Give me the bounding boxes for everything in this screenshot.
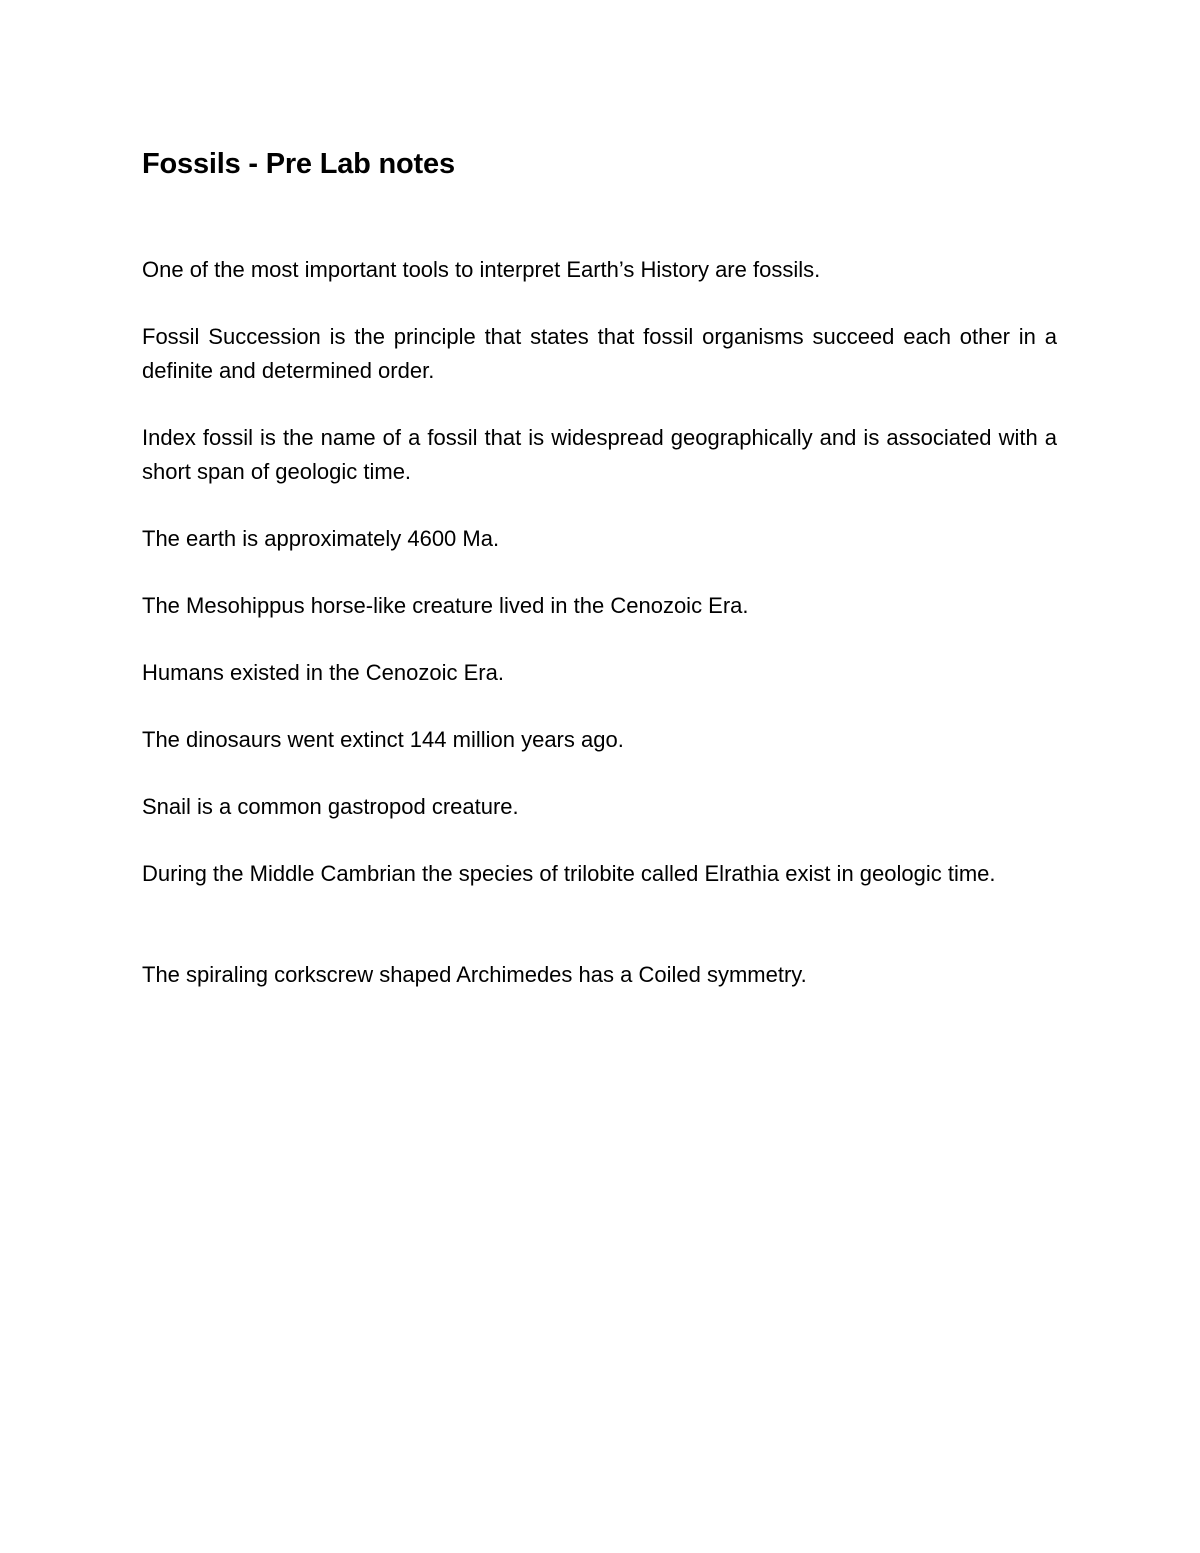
paragraph-humans: Humans existed in the Cenozoic Era. <box>142 660 504 685</box>
paragraph-fossil-succession: Fossil Succession is the principle that states that fossil organisms succeed each other in a definite and determined order. <box>142 324 1057 383</box>
paragraph-index-fossil: Index fossil is the name of a fossil that is widespread geographically and is associated with a short span of geologic time. <box>142 425 1057 484</box>
paragraph-elrathia: During the Middle Cambrian the species of trilobite called Elrathia exist in geologic time. <box>142 861 996 886</box>
paragraph-dinosaurs: The dinosaurs went extinct 144 million years ago. <box>142 727 624 752</box>
paragraph-mesohippus: The Mesohippus horse-like creature lived in the Cenozoic Era. <box>142 593 749 618</box>
paragraph-fossils-tools: One of the most important tools to interpret Earth’s History are fossils. <box>142 257 821 282</box>
paragraph-earth-age: The earth is approximately 4600 Ma. <box>142 526 500 551</box>
document-title: Fossils - Pre Lab notes <box>142 148 455 180</box>
paragraph-archimedes: The spiraling corkscrew shaped Archimedes has a Coiled symmetry. <box>142 962 807 987</box>
paragraph-snail: Snail is a common gastropod creature. <box>142 794 519 819</box>
